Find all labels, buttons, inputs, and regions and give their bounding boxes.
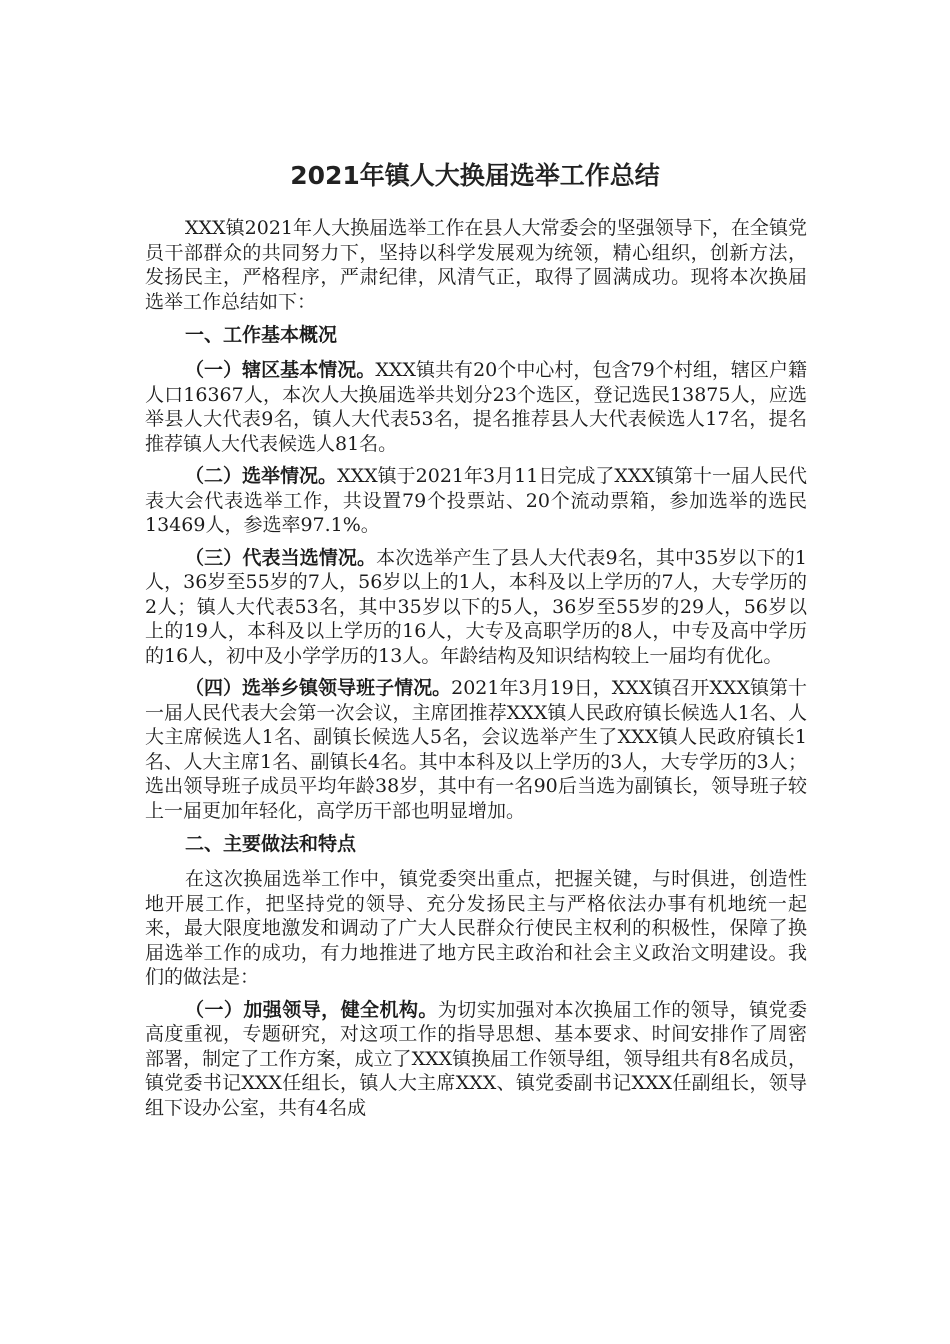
paragraph-body: 本次选举产生了县人大代表9名，其中35岁以下的1人，36岁至55岁的7人，56岁以上的1人，本科及以上学历的7人，大专学历的2人；镇人大代表53名，其中35岁以下的5人，36岁至55岁的29人，56岁以上的19人，本科及以上学历的16人，大专及高职学历的8人，中专及高中学历的16人，初中及小学学历的13人。年龄结构及知识结构较上一届均有优化。 [145,546,807,667]
paragraph-lead: （一）辖区基本情况。 [185,359,376,381]
paragraph-body: XXX镇于2021年3月11日完成了XXX镇第十一届人民代表大会代表选举工作，共设置79个投票站、20个流动票箱，参加选举的选民13469人，参选率97.1%。 [145,465,807,536]
section2-intro-paragraph: 在这次换届选举工作中，镇党委突出重点，把握关键，与时俱进，创造性地开展工作，把坚持党的领导、充分发扬民主与严格依法办事有机地统一起来，最大限度地激发和调动了广大人民群众行使民主权利的积极性，保障了换届选举工作的成功，有力地推进了地方民主政治和社会主义政治文明建设。我们的做法是： [145,868,807,988]
section-heading-2: 二、主要做法和特点 [185,833,357,855]
paragraph-lead: （三）代表当选情况。 [185,546,377,569]
paragraph-election [145,464,807,538]
section-heading-1: 一、工作基本概况 [185,324,338,346]
paragraph-body: 2021年3月19日，XXX镇召开XXX镇第十一届人民代表大会第一次会议，主席团推荐XXX镇人民政府镇长候选人1名、人大主席候选人1名、副镇长候选人5名，会议选举产生了XXX镇人民政府镇长1名、人大主席1名、副镇长4名。其中本科及以上学历的3人，大专学历的3人；选出领导班子成员平均年龄38岁，其中有一名90后当选为副镇长，领导班子较上一届更加年轻化，高学历干部也明显增加。 [145,677,807,822]
paragraph-lead: （一）加强领导，健全机构。 [185,998,438,1021]
paragraph-elected-deputies [145,546,807,669]
document-title: 2021年镇人大换届选举工作总结 [290,161,660,190]
paragraph-lead: （四）选举乡镇领导班子情况。 [185,677,452,699]
paragraph-body: 为切实加强对本次换届工作的领导，镇党委高度重视，专题研究，对这项工作的指导思想、基本要求、时间安排作了周密部署，制定了工作方案，成立了XXX镇换届工作领导组，领导组共有8名成员，镇党委书记XXX任组长，镇人大主席XXX、镇党委副书记XXX任副组长，领导组下设办公室，共有4名成 [145,998,807,1119]
paragraph-strengthen-leadership [145,998,807,1121]
paragraph-jurisdiction [145,358,807,456]
paragraph-body: XXX镇共有20个中心村，包含79个村组，辖区户籍人口16367人，本次人大换届选举共划分23个选区，登记选民13875人，应选举县人大代表9名，镇人大代表53名，提名推荐县人大代表候选人17名，提名推荐镇人大代表候选人81名。 [145,359,807,455]
paragraph-lead: （二）选举情况。 [185,465,338,487]
intro-paragraph: XXX镇2021年人大换届选举工作在县人大常委会的坚强领导下，在全镇党员干部群众的共同努力下，坚持以科学发展观为统领，精心组织，创新方法，发扬民主，严格程序，严肃纪律，风清气正，取得了圆满成功。现将本次换届选举工作总结如下： [145,217,807,313]
paragraph-leadership [145,676,807,823]
